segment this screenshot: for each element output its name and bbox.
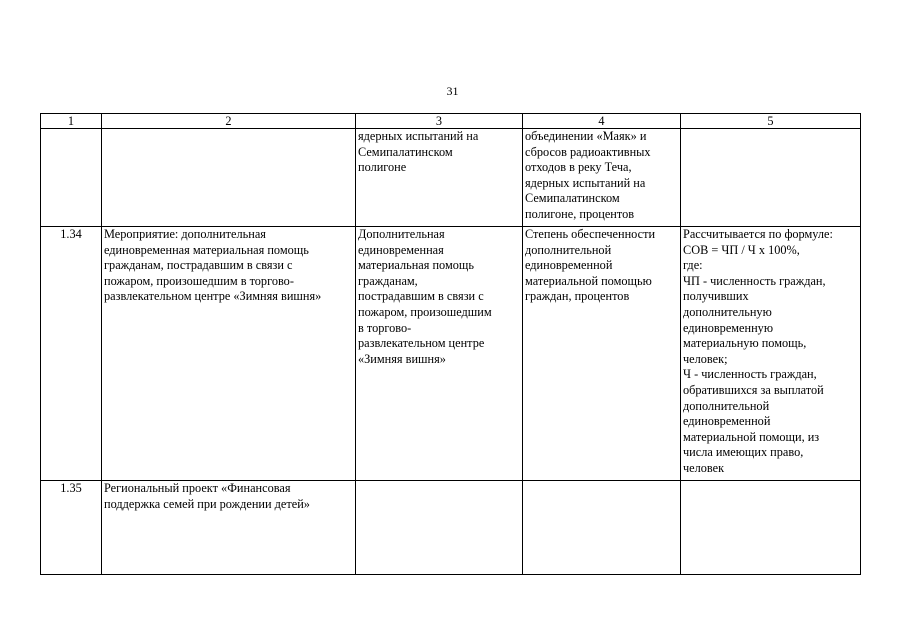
table-header-row <box>41 114 861 129</box>
table-row <box>41 481 861 575</box>
column-header-5: 5 <box>681 114 861 129</box>
unit-cell: объединении «Маяк» и сбросов радиоактивных отходов в реку Теча, ядерных испытаний на Семипалатинском полигоне, процентов <box>523 129 681 227</box>
table-row <box>41 129 861 227</box>
column-header-2: 2 <box>102 114 356 129</box>
column-header-1: 1 <box>41 114 102 129</box>
unit-cell <box>523 481 681 575</box>
row-number-cell <box>41 129 102 227</box>
event-cell <box>102 129 356 227</box>
measures-table <box>40 113 861 575</box>
unit-cell: Степень обеспеченности дополнительной единовременной материальной помощью граждан, процентов <box>523 227 681 481</box>
row-number-cell: 1.34 <box>41 227 102 481</box>
formula-cell: Рассчитывается по формуле: СОВ = ЧП / Ч x 100%, где: ЧП - численность граждан, получивших дополнительную единовременную материальную помощь, человек; Ч - численность граждан, обратившихся за выплатой дополнительной единовременной материальной помощи, из числа имеющих право, человек <box>681 227 861 481</box>
indicator-cell: ядерных испытаний на Семипалатинском полигоне <box>356 129 523 227</box>
column-header-4: 4 <box>523 114 681 129</box>
page-number: 31 <box>446 84 459 98</box>
indicator-cell: Дополнительная единовременная материальная помощь гражданам, пострадавшим в связи с пожаром, произошедшим в торгово- развлекательном центре «Зимняя вишня» <box>356 227 523 481</box>
column-header-3: 3 <box>356 114 523 129</box>
event-cell: Региональный проект «Финансовая поддержка семей при рождении детей» <box>102 481 356 575</box>
event-cell: Мероприятие: дополнительная единовременная материальная помощь гражданам, пострадавшим в связи с пожаром, произошедшим в торгово- развлекательном центре «Зимняя вишня» <box>102 227 356 481</box>
formula-cell <box>681 481 861 575</box>
indicator-cell <box>356 481 523 575</box>
row-number-cell: 1.35 <box>41 481 102 575</box>
formula-cell <box>681 129 861 227</box>
table-row <box>41 227 861 481</box>
